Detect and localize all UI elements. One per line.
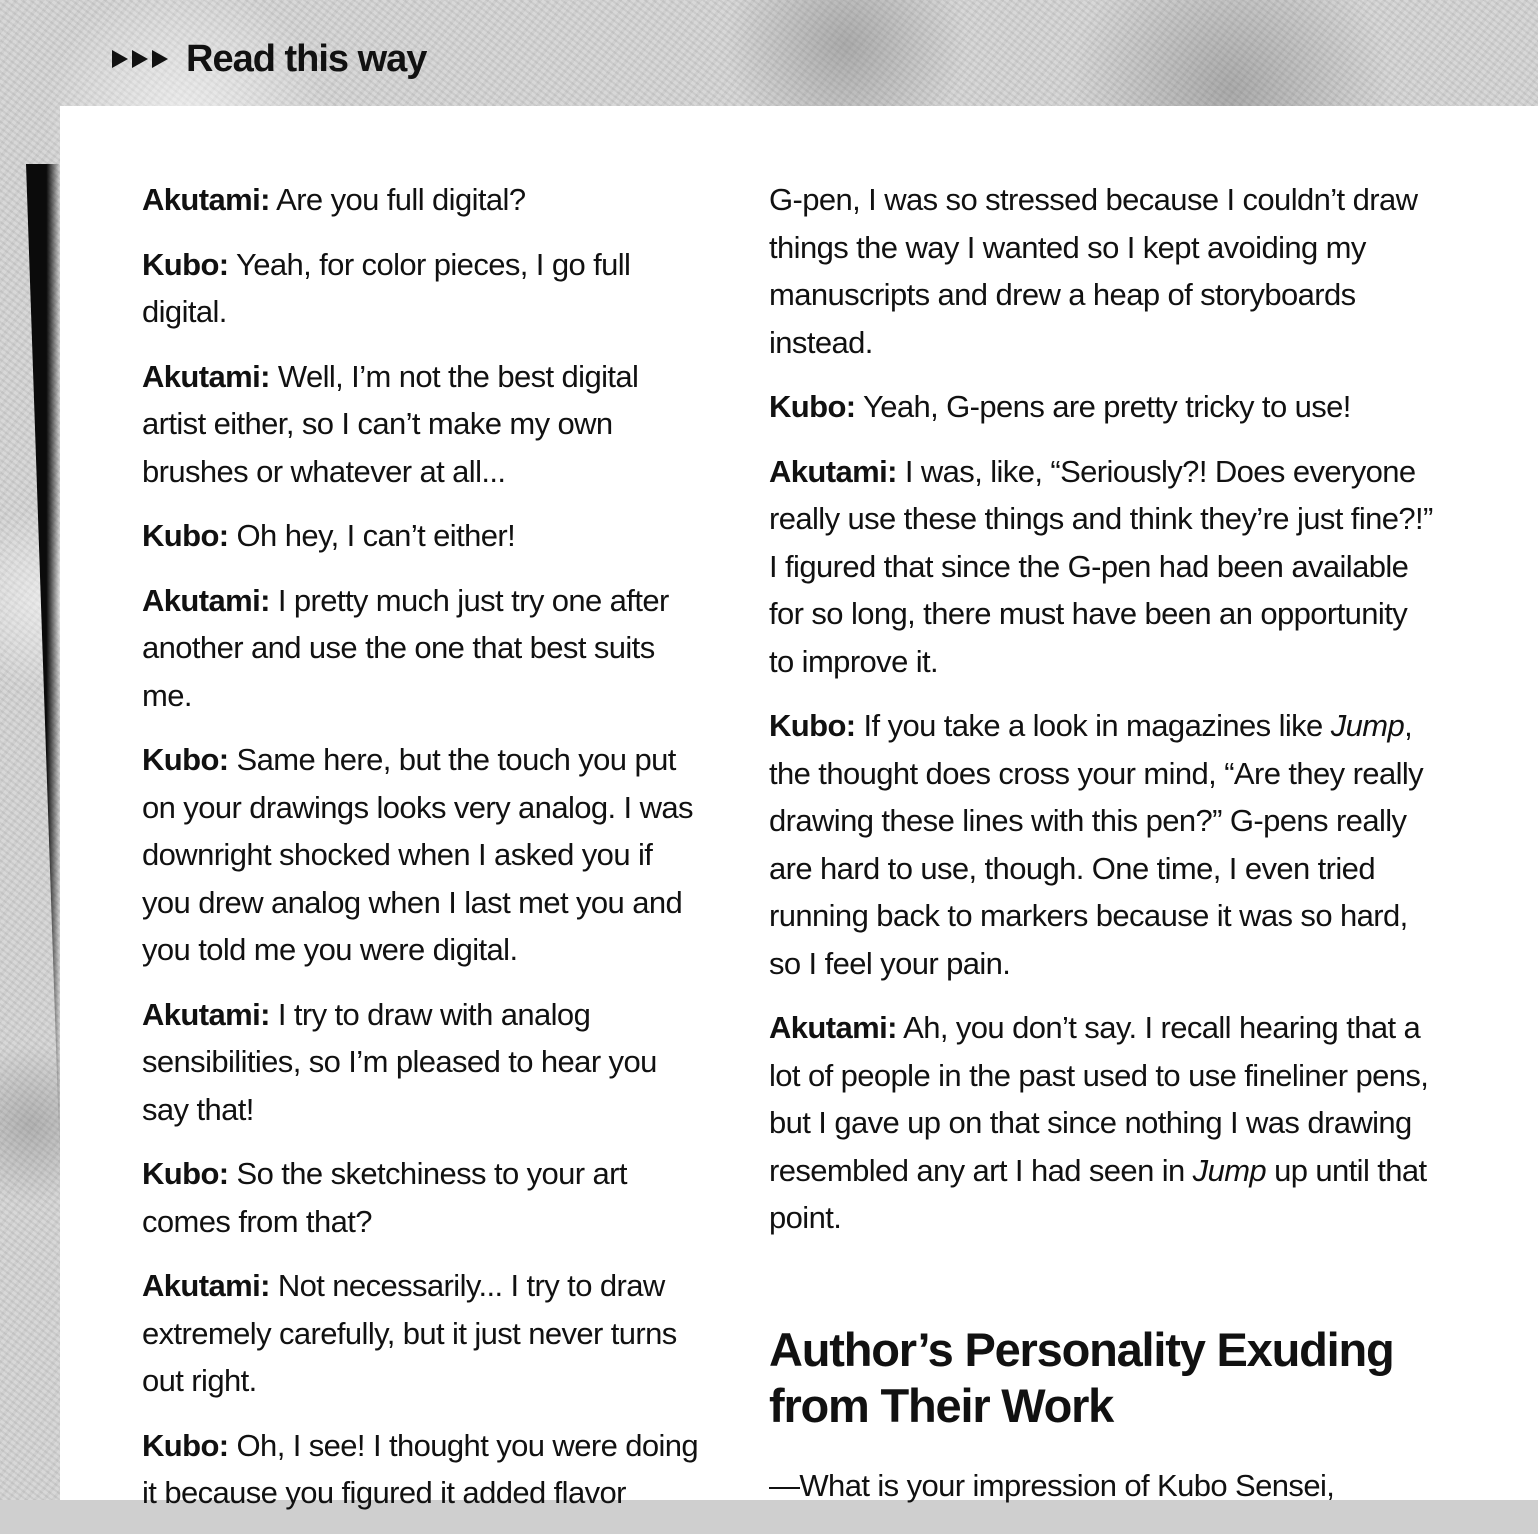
triangle-right-icon [152, 50, 168, 68]
dialogue-paragraph [142, 176, 702, 224]
dialogue-paragraph [769, 702, 1439, 987]
dialogue-text: up until that point. [769, 1152, 1427, 1235]
speaker-name: Kubo: [142, 1156, 229, 1191]
dialogue-text: I pretty much just try one after another and use the one that best suits me. [142, 582, 669, 713]
dialogue-text: Same here, but the touch you put on your drawings looks very analog. I was downright shocked when I asked you if you drew analog when I last met you and you told me you were digital. [142, 742, 693, 967]
dialogue-text: Yeah, for color pieces, I go full digital. [142, 246, 631, 329]
dialogue-paragraph [142, 241, 702, 336]
right-column [769, 176, 1439, 1526]
dialogue-text: I try to draw with analog sensibilities, so I’m pleased to hear you say that! [142, 996, 657, 1127]
dialogue-paragraph [142, 736, 702, 974]
speaker-name: Akutami: [142, 182, 270, 217]
speaker-name: Kubo: [769, 389, 856, 424]
dialogue-text: Are you full digital? [269, 182, 526, 217]
dialogue-text: Not necessarily... I try to draw extremely carefully, but it just never turns out right. [142, 1268, 677, 1398]
section-heading: Author’s Personality Exuding from Their Work [769, 1322, 1394, 1432]
speaker-name: Kubo: [142, 1427, 229, 1463]
speaker-name: Kubo: [769, 708, 856, 743]
continued-paragraph: G-pen, I was so stressed because I couldn’t draw things the way I wanted so I kept avoiding my manuscripts and drew a heap of storyboards instead. [769, 182, 1418, 360]
triangle-right-icon [112, 50, 128, 68]
speaker-name: Akutami: [769, 1010, 897, 1045]
dialogue-text: If you take a look in magazines like [855, 708, 1331, 743]
dialogue-text: So the sketchiness to your art comes from that? [142, 1156, 627, 1239]
dialogue-paragraph [142, 1262, 702, 1405]
dialogue-text: Ah, you don’t say. I recall hearing that a lot of people in the past used to use fineliner pens, but I gave up on that since nothing I was drawing resembled any art I had seen in [769, 1010, 1429, 1188]
magazine-title: Jump [1330, 708, 1405, 743]
speaker-name: Akutami: [142, 582, 270, 618]
speaker-name: Kubo: [142, 246, 229, 282]
reading-direction-header [112, 34, 426, 84]
magazine-title: Jump [1192, 1152, 1267, 1188]
dialogue-paragraph [142, 577, 702, 720]
dialogue-text: Oh, I see! I thought you were doing it because you figured it added flavor [142, 1427, 699, 1510]
speaker-name: Akutami: [142, 358, 270, 394]
dialogue-paragraph [769, 1004, 1439, 1242]
dialogue-paragraph [769, 448, 1439, 686]
dialogue-text: I was, like, “Seriously?! Does everyone really use these things and think they’re just fine?!” I figured that since the G-pen had been available for so long, there must have been an opportunity to improve it. [769, 453, 1433, 679]
left-column [142, 176, 702, 1534]
dialogue-paragraph [142, 991, 702, 1134]
dialogue-text: Oh hey, I can’t either! [228, 518, 516, 553]
speaker-name: Kubo: [142, 518, 229, 553]
speaker-name: Akutami: [142, 1268, 270, 1303]
dialogue-paragraph [142, 1422, 702, 1517]
dialogue-paragraph [142, 353, 702, 496]
speaker-name: Kubo: [142, 742, 229, 777]
speaker-name: Akutami: [769, 453, 897, 489]
header-title: Read this way [186, 37, 427, 80]
dialogue-paragraph [142, 1150, 702, 1245]
dialogue-text: Well, I’m not the best digital artist either, so I can’t make my own brushes or whatever at all... [142, 358, 639, 489]
dialogue-paragraph [142, 512, 702, 560]
speaker-name: Akutami: [142, 996, 270, 1032]
triangle-right-icon [132, 50, 148, 68]
dialogue-text: Yeah, G-pens are pretty tricky to use! [855, 389, 1351, 424]
dialogue-text: , the thought does cross your mind, “Are they really drawing these lines with this pen?” G-pens really are hard to use, though. One time, I even tried running back to markers because it was so hard, so I feel your pain. [769, 708, 1424, 981]
reading-direction-arrows [112, 50, 172, 68]
interview-question: —What is your impression of Kubo Sensei, [769, 1467, 1335, 1503]
dialogue-paragraph [769, 383, 1439, 431]
